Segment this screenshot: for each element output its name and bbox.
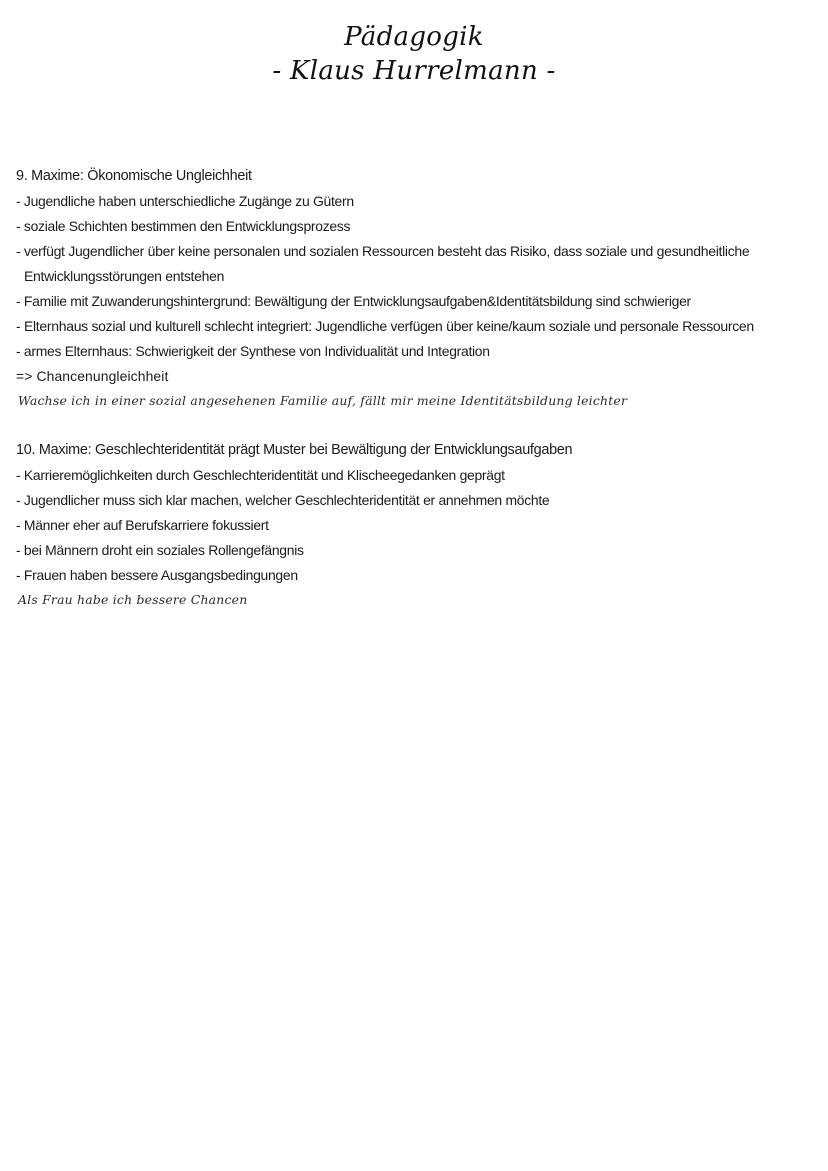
document-body (16, 164, 816, 612)
section-maxime-9 (16, 164, 816, 413)
section-maxime-10 (16, 438, 816, 612)
bullet-item: - soziale Schichten bestimmen den Entwicklungsprozess (16, 218, 351, 234)
bullet-item: - verfügt Jugendlicher über keine personalen und sozialen Ressourcen besteht das Risiko, dass soziale und gesundheitliche Entwicklungsstörungen entstehen (16, 243, 750, 284)
handwritten-note: Wachse ich in einer sozial angesehenen Familie auf, fällt mir meine Identitätsbildung leichter (18, 393, 628, 408)
bullet-item: - Jugendliche haben unterschiedliche Zugänge zu Gütern (16, 193, 354, 209)
bullet-item: - bei Männern droht ein soziales Rollengefängnis (16, 542, 304, 558)
bullet-item: - Familie mit Zuwanderungshintergrund: Bewältigung der Entwicklungsaufgaben&Identitätsbildung sind schwieriger (16, 293, 691, 309)
bullet-item: - Jugendlicher muss sich klar machen, welcher Geschlechteridentität er annehmen möchte (16, 492, 550, 508)
bullet-item: - Frauen haben bessere Ausgangsbedingungen (16, 567, 298, 583)
bullet-item: - armes Elternhaus: Schwierigkeit der Synthese von Individualität und Integration (16, 343, 490, 359)
page-subtitle: - Klaus Hurrelmann - (272, 56, 556, 86)
handwritten-note: Als Frau habe ich bessere Chancen (18, 592, 248, 607)
section-heading: 9. Maxime: Ökonomische Ungleichheit (16, 168, 252, 184)
section-heading: 10. Maxime: Geschlechteridentität prägt Muster bei Bewältigung der Entwicklungsaufgaben (16, 442, 573, 458)
conclusion-line: => Chancenungleichheit (16, 368, 169, 384)
bullet-item: - Elternhaus sozial und kulturell schlecht integriert: Jugendliche verfügen über keine/kaum soziale und personale Ressourcen (16, 318, 754, 334)
page-title: Pädagogik (344, 22, 484, 52)
bullet-item: - Karrieremöglichkeiten durch Geschlechteridentität und Klischeegedanken geprägt (16, 467, 505, 483)
page-header (0, 20, 828, 88)
bullet-item: - Männer eher auf Berufskarriere fokussiert (16, 517, 269, 533)
